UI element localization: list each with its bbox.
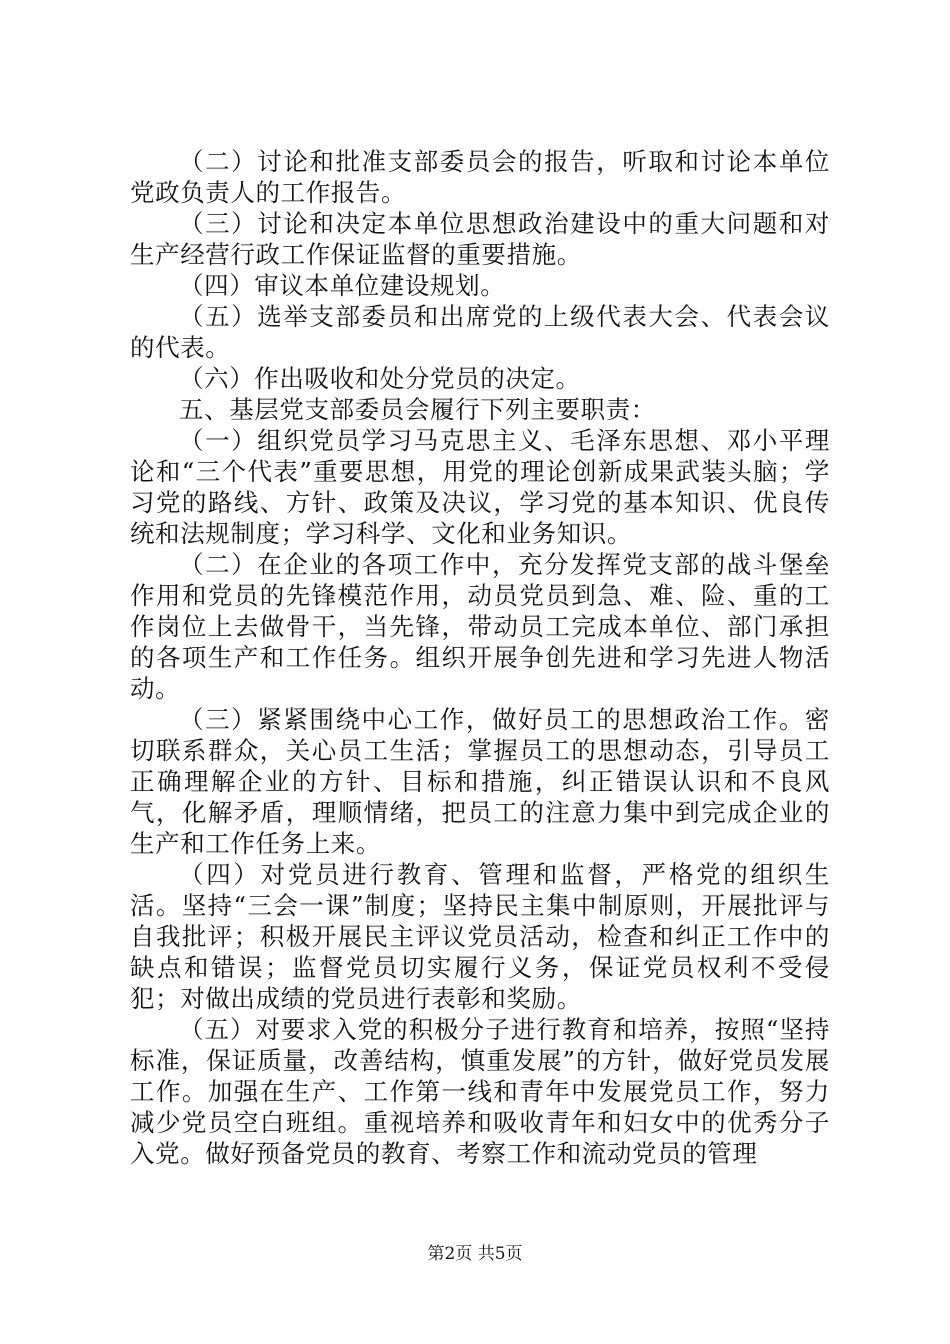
paragraph: （一）组织党员学习马克思主义、毛泽东思想、邓小平理论和“三个代表”重要思想，用党的理论创新成果武装头脑；学习党的路线、方针、政策及决议，学习党的基本知识、优良传统和法规制度；学习科学、文化和业务知识。 (130, 426, 830, 548)
page-footer (0, 1243, 950, 1265)
paragraph: （五）选举支部委员和出席党的上级代表大会、代表会议的代表。 (130, 302, 830, 362)
paragraph: （三）紧紧围绕中心工作，做好员工的思想政治工作。密切联系群众，关心员工生活；掌握员工的思想动态，引导员工正确理解企业的方针、目标和措施，纠正错误认识和不良风气，化解矛盾，理顺情绪，把员工的注意力集中到完成企业的生产和工作任务上来。 (130, 705, 830, 858)
paragraph: （五）对要求入党的积极分子进行教育和培养，按照“坚持标准，保证质量，改善结构，慎重发展”的方针，做好党员发展工作。加强在生产、工作第一线和青年中发展党员工作，努力减少党员空白班组。重视培养和吸收青年和妇女中的优秀分子入党。做好预备党员的教育、考察工作和流动党员的管理 (130, 1015, 830, 1168)
paragraph: （二）讨论和批准支部委员会的报告，听取和讨论本单位党政负责人的工作报告。 (130, 147, 830, 207)
paragraph: （二）在企业的各项工作中，充分发挥党支部的战斗堡垒作用和党员的先锋模范作用，动员党员到急、难、险、重的工作岗位上去做骨干，当先锋，带动员工完成本单位、部门承担的各项生产和工作任务。组织开展争创先进和学习先进人物活动。 (130, 550, 830, 703)
section-heading: 五、基层党支部委员会履行下列主要职责： (179, 395, 656, 424)
paragraph: （三）讨论和决定本单位思想政治建设中的重大问题和对生产经营行政工作保证监督的重要措施。 (130, 209, 830, 269)
paragraph: （四）审议本单位建设规划。 (179, 271, 506, 300)
document-body (130, 146, 830, 1169)
page-number: 第2页 共5页 (427, 1244, 523, 1264)
paragraph: （四）对党员进行教育、管理和监督，严格党的组织生活。坚持“三会一课”制度；坚持民主集中制原则，开展批评与自我批评；积极开展民主评议党员活动，检查和纠正工作中的缺点和错误；监督党员切实履行义务，保证党员权利不受侵犯；对做出成绩的党员进行表彰和奖励。 (130, 860, 830, 1013)
paragraph: （六）作出吸收和处分党员的决定。 (179, 364, 581, 393)
